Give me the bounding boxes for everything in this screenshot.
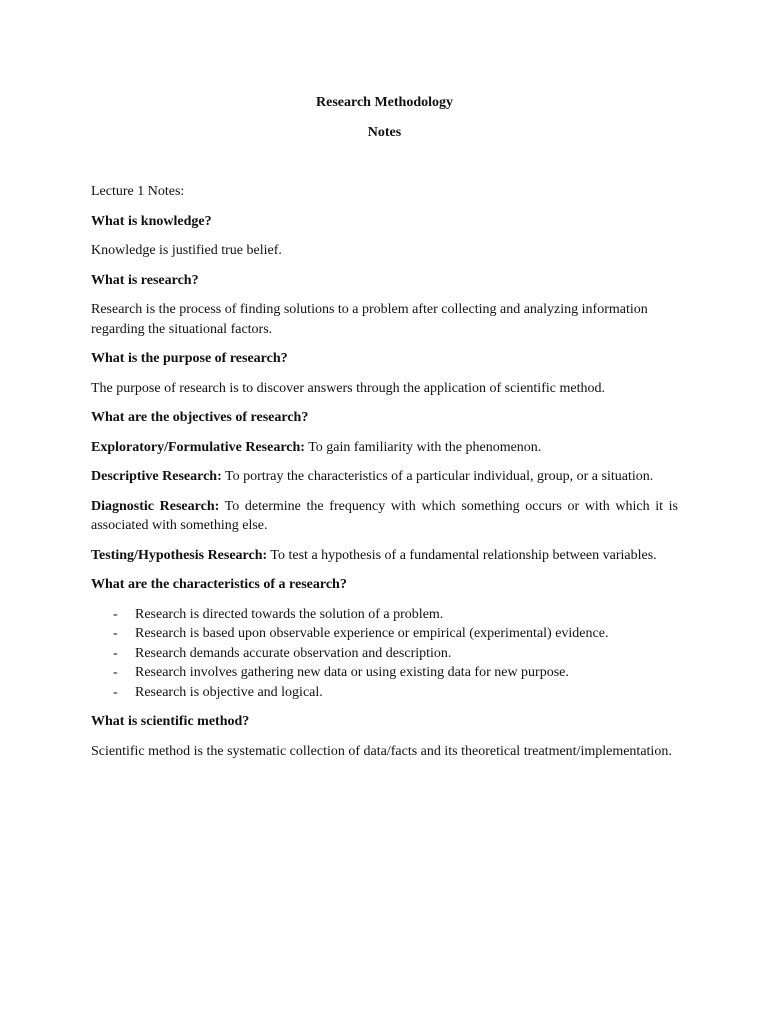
question-research: What is research? xyxy=(91,272,199,288)
bullet-marker: - xyxy=(113,626,118,641)
objective-label: Testing/Hypothesis Research: xyxy=(91,547,268,563)
bullet-marker: - xyxy=(113,645,118,661)
objective-text: To test a hypothesis of a fundamental relationship between variables. xyxy=(267,547,657,563)
document-body xyxy=(91,93,678,761)
bullet-marker: - xyxy=(113,606,118,622)
list-item xyxy=(91,683,678,703)
question-objectives: What are the objectives of research? xyxy=(91,410,309,425)
objective-exploratory xyxy=(91,438,678,458)
objective-testing xyxy=(91,546,678,566)
answer-research: Research is the process of finding solutions to a problem after collecting and analyzing information regarding the situational factors. xyxy=(91,302,648,337)
bullet-marker: - xyxy=(113,684,118,700)
list-item-text: Research is based upon observable experience or empirical (experimental) evidence. xyxy=(135,626,609,641)
list-item xyxy=(91,624,678,644)
bullet-marker: - xyxy=(113,665,118,680)
question-knowledge: What is knowledge? xyxy=(91,213,212,229)
question-scientific-method: What is scientific method? xyxy=(91,714,250,729)
question-characteristics: What are the characteristics of a research? xyxy=(91,577,347,592)
document-subtitle: Notes xyxy=(367,124,402,140)
lecture-heading: Lecture 1 Notes: xyxy=(91,184,185,199)
list-item-text: Research is objective and logical. xyxy=(135,684,323,700)
question-purpose: What is the purpose of research? xyxy=(91,351,288,366)
list-item-text: Research is directed towards the solution of a problem. xyxy=(135,606,444,622)
objective-descriptive xyxy=(91,467,678,487)
objective-label: Descriptive Research: xyxy=(91,469,222,484)
objective-text: To portray the characteristics of a particular individual, group, or a situation. xyxy=(221,469,654,484)
answer-scientific-method: Scientific method is the systematic collection of data/facts and its theoretical treatment/implementation. xyxy=(91,743,672,759)
objective-text: To gain familiarity with the phenomenon. xyxy=(304,439,542,455)
objective-diagnostic xyxy=(91,497,678,536)
objective-text: To determine the frequency with which something occurs or with which it is associated with something else. xyxy=(91,498,679,533)
list-item-text: Research demands accurate observation and description. xyxy=(135,645,452,661)
answer-purpose: The purpose of research is to discover answers through the application of scientific method. xyxy=(91,380,605,396)
objective-label: Diagnostic Research: xyxy=(91,498,220,514)
characteristics-list xyxy=(91,605,678,703)
list-item xyxy=(91,605,678,625)
answer-knowledge: Knowledge is justified true belief. xyxy=(91,243,282,258)
document-title: Research Methodology xyxy=(316,95,453,110)
list-item xyxy=(91,644,678,664)
list-item-text: Research involves gathering new data or using existing data for new purpose. xyxy=(135,665,569,680)
objective-label: Exploratory/Formulative Research: xyxy=(91,439,305,455)
list-item xyxy=(91,663,678,683)
